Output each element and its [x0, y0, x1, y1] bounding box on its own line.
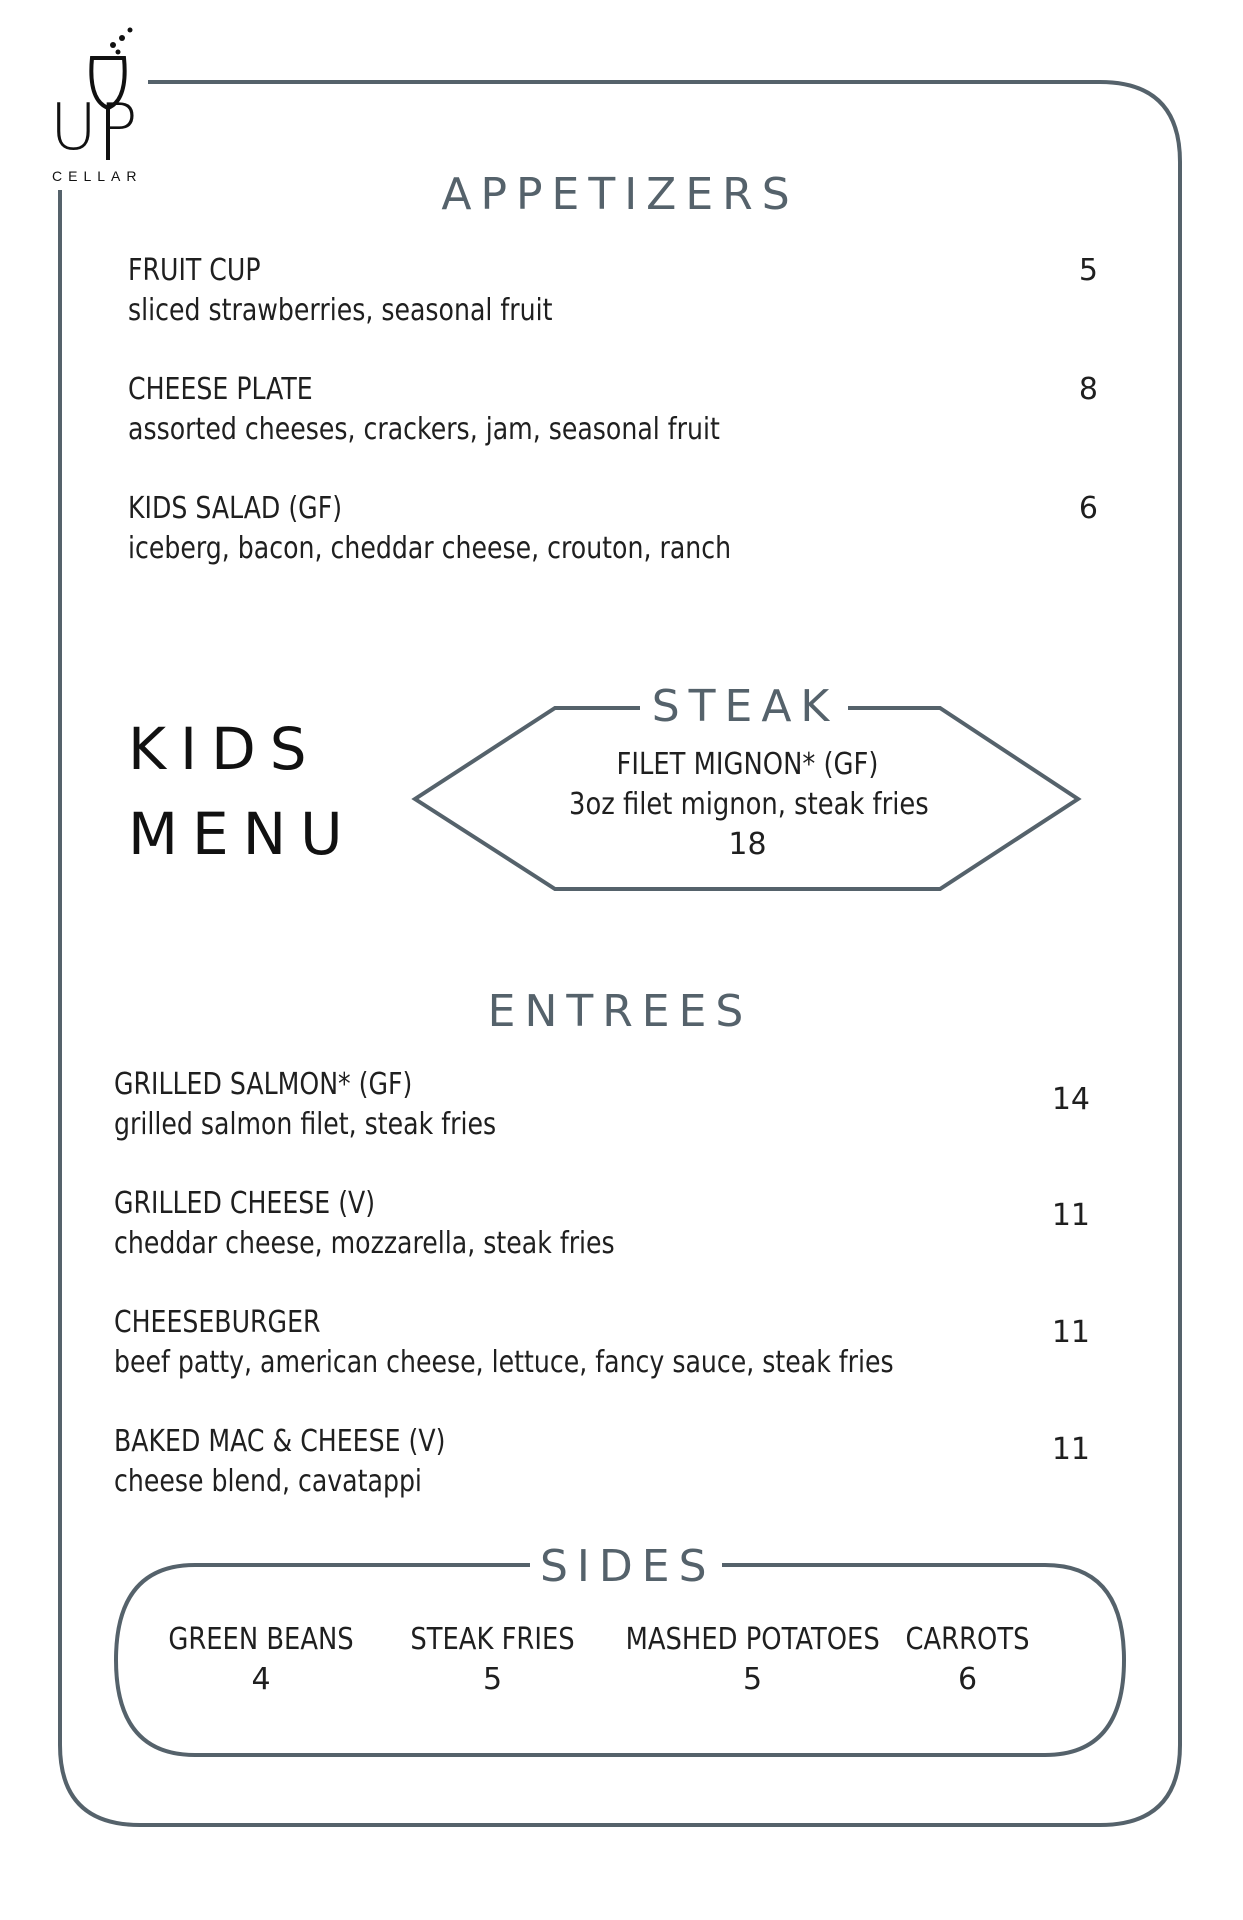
- entrees-heading: ENTREES: [487, 986, 753, 1037]
- appetizer-name: FRUIT CUP: [128, 253, 261, 288]
- sides-pill-border: [116, 1565, 1124, 1755]
- side-name: MASHED POTATOES: [625, 1622, 880, 1657]
- steak-heading: STEAK: [645, 685, 845, 729]
- side-price: 5: [482, 1662, 503, 1697]
- side-name: CARROTS: [905, 1622, 1030, 1657]
- sides-heading: SIDES: [540, 1541, 716, 1592]
- appetizer-desc: assorted cheeses, crackers, jam, seasonal fruit: [128, 412, 720, 447]
- kids-menu-title-line2: MENU: [128, 800, 357, 868]
- steak-item-desc: 3oz filet mignon, steak fries: [569, 787, 929, 822]
- entree-price: 11: [1051, 1432, 1090, 1467]
- appetizer-price: 8: [1078, 372, 1098, 407]
- side-name: GREEN BEANS: [168, 1622, 354, 1657]
- appetizer-name: CHEESE PLATE: [128, 372, 313, 407]
- side-price: 6: [957, 1662, 978, 1697]
- appetizer-name: KIDS SALAD (GF): [128, 491, 343, 526]
- entree-price: 11: [1051, 1315, 1090, 1350]
- logo-subtitle: CELLAR: [52, 168, 143, 184]
- entree-desc: cheese blend, cavatappi: [114, 1464, 422, 1499]
- steak-item-name: FILET MIGNON* (GF): [616, 747, 879, 782]
- entree-price: 11: [1051, 1198, 1090, 1233]
- entree-price: 14: [1051, 1082, 1090, 1117]
- appetizer-desc: sliced strawberries, seasonal fruit: [128, 293, 553, 328]
- steak-item-price: 18: [728, 827, 767, 862]
- entree-name: BAKED MAC & CHEESE (V): [114, 1424, 446, 1459]
- side-name: STEAK FRIES: [410, 1622, 575, 1657]
- kids-menu-title-line1: KIDS: [128, 715, 321, 783]
- appetizers-heading: APPETIZERS: [441, 169, 799, 220]
- logo-text: UP: [50, 91, 140, 165]
- entree-name: GRILLED SALMON* (GF): [114, 1067, 413, 1102]
- entree-desc: beef patty, american cheese, lettuce, fancy sauce, steak fries: [114, 1345, 894, 1380]
- appetizer-price: 5: [1078, 253, 1098, 288]
- appetizer-desc: iceberg, bacon, cheddar cheese, crouton, ranch: [128, 531, 732, 566]
- side-price: 5: [742, 1662, 763, 1697]
- appetizer-price: 6: [1078, 491, 1098, 526]
- entree-desc: grilled salmon filet, steak fries: [114, 1107, 497, 1142]
- side-price: 4: [251, 1662, 271, 1697]
- entree-name: CHEESEBURGER: [114, 1305, 321, 1340]
- entree-name: GRILLED CHEESE (V): [114, 1186, 376, 1221]
- entree-desc: cheddar cheese, mozzarella, steak fries: [114, 1226, 615, 1261]
